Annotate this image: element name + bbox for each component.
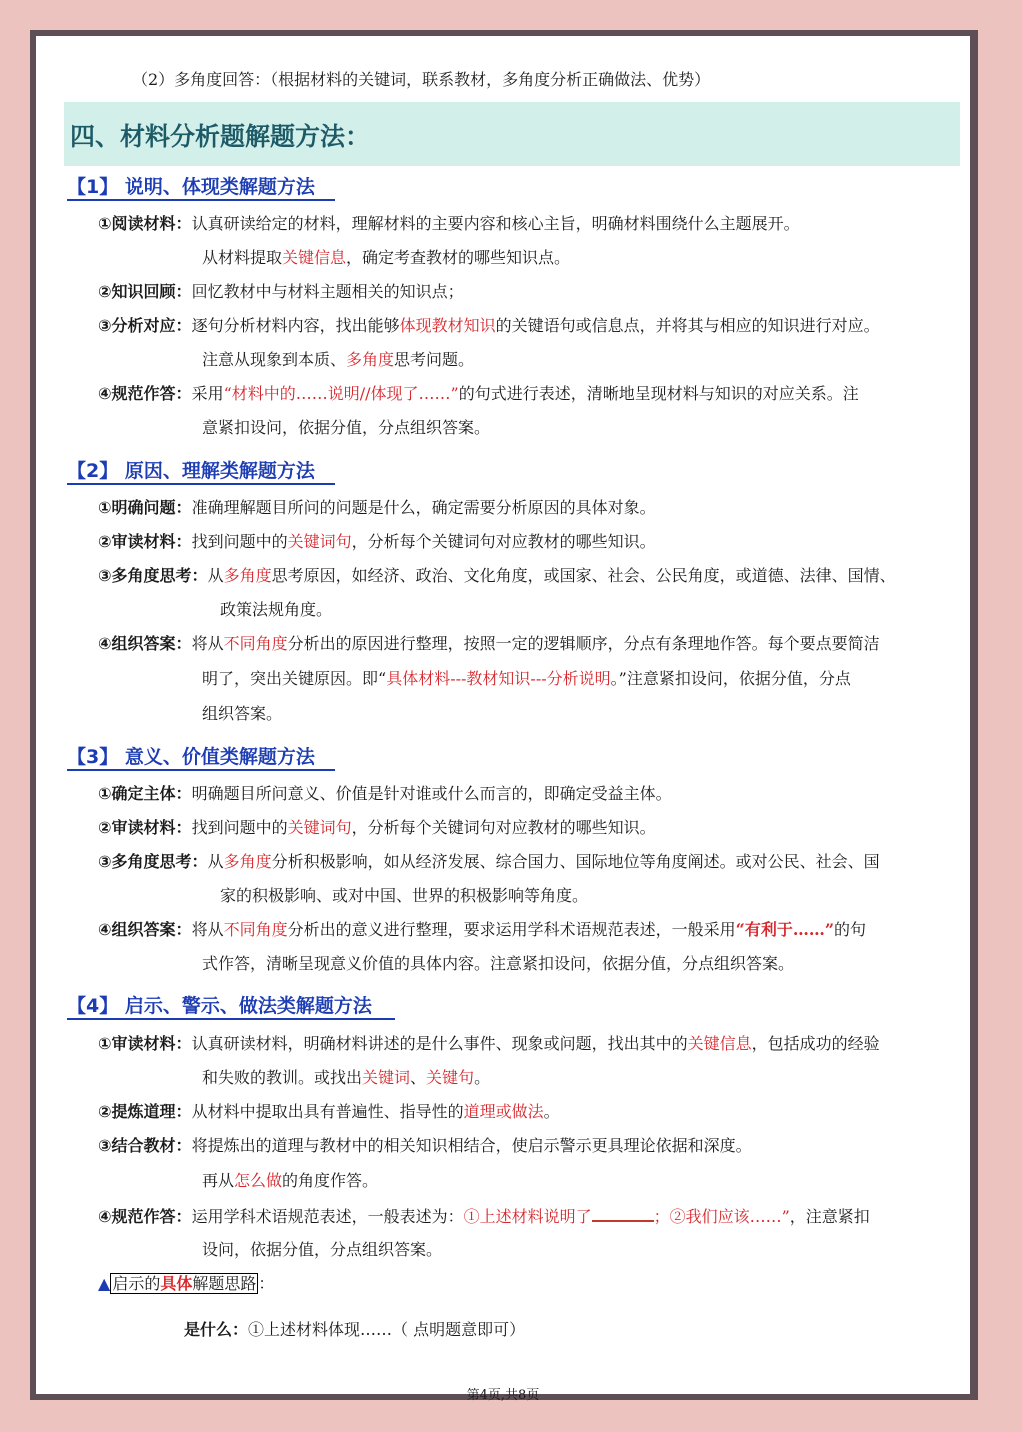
highlight: 关键句	[426, 1068, 475, 1087]
item-label: ②知识回顾：	[98, 282, 192, 301]
s2-item-4-line-3: 组织答案。	[202, 704, 283, 723]
s2-item-3-line-2: 政策法规角度。	[220, 600, 333, 619]
s2-item-4	[98, 634, 880, 654]
s1-item-3-line-2	[202, 350, 474, 370]
item-label: ④规范作答：	[98, 1207, 192, 1226]
document-page	[36, 36, 970, 1403]
s3-item-4	[98, 920, 866, 940]
highlight: ；②我们应该……”	[653, 1207, 790, 1226]
highlight: 多角度	[223, 566, 272, 585]
s3-item-1	[98, 784, 672, 804]
text: 再从	[202, 1171, 235, 1190]
what-line	[184, 1320, 525, 1340]
text: 从	[207, 566, 224, 585]
highlight: ①上述材料说明了	[463, 1207, 592, 1226]
item-label: ③多角度思考：	[98, 566, 208, 585]
text: 思考原因，如经济、政治、文化角度，或国家、社会、公民角度，或道德、法律、国情、	[271, 566, 896, 585]
s4-item-4	[98, 1206, 870, 1227]
item-label: ③多角度思考：	[98, 852, 208, 871]
s1-item-1	[98, 214, 800, 234]
highlight: 多角度	[223, 852, 272, 871]
s4-item-1-line-2	[202, 1068, 490, 1088]
section-title: 四、材料分析题解题方法：	[70, 122, 371, 151]
text: 的句式进行表述，清晰地呈现材料与知识的对应关系。注	[458, 384, 859, 403]
item-text: 明确题目所问意义、价值是针对谁或什么而言的，即确定受益主体。	[191, 784, 672, 803]
text: 分析出的意义进行整理，要求运用学科术语规范表述，一般采用	[287, 920, 736, 939]
item-label: ②提炼道理：	[98, 1102, 192, 1121]
text: 找到问题中的	[191, 532, 288, 551]
item-label: ④组织答案：	[98, 920, 192, 939]
item-label: ①确定主体：	[98, 784, 192, 803]
s1-item-4-line-2: 意紧扣设问，依据分值，分点组织答案。	[202, 418, 491, 437]
s4-item-4-line-2: 设问，依据分值，分点组织答案。	[202, 1240, 443, 1259]
triangle-icon: ▲	[98, 1274, 111, 1293]
highlight: 多角度	[346, 350, 395, 369]
text: ，分析每个关键词句对应教材的哪些知识。	[351, 818, 656, 837]
s1-item-3	[98, 316, 880, 336]
tip-line	[98, 1274, 274, 1294]
highlight: 关键信息	[687, 1034, 752, 1053]
s4-item-1	[98, 1034, 880, 1054]
text: 明了，突出关键原因。即“	[202, 669, 387, 688]
text: ，确定考查教材的哪些知识点。	[346, 248, 571, 267]
s4-item-3-line-2	[202, 1171, 378, 1191]
text: 从材料中提取出具有普遍性、指导性的	[191, 1102, 464, 1121]
s2-item-4-line-2	[202, 669, 851, 689]
s4-item-2	[98, 1102, 560, 1122]
top-line: （2）多角度回答：（根据材料的关键词，联系教材，多角度分析正确做法、优势）	[132, 70, 711, 89]
text: ，分析每个关键词句对应教材的哪些知识。	[351, 532, 656, 551]
item-label: ③结合教材：	[98, 1136, 192, 1155]
s1-item-2	[98, 282, 464, 302]
page-number: 第4页,共8页	[466, 1388, 540, 1403]
s2-item-1	[98, 498, 656, 518]
item-label: ②审读材料：	[98, 818, 192, 837]
highlight: “材料中的……说明//体现了……”	[223, 384, 459, 403]
text: 采用	[191, 384, 224, 403]
highlight: 关键词句	[287, 818, 352, 837]
item-label: ②审读材料：	[98, 532, 192, 551]
highlight: 怎么做	[234, 1171, 283, 1190]
text: 的句	[834, 920, 867, 939]
text: 的关键语句或信息点，并将其与相应的知识进行对应。	[495, 316, 880, 335]
highlight: 具体	[160, 1274, 193, 1293]
item-label: ①阅读材料：	[98, 214, 192, 233]
item-label: ④规范作答：	[98, 384, 192, 403]
highlight: “有利于……”	[735, 920, 835, 939]
text: 的角度作答。	[282, 1171, 379, 1190]
item-label: 是什么：	[184, 1320, 249, 1339]
subsection-heading-2: 【2】 原因、理解类解题方法	[67, 460, 315, 482]
s1-item-1-line-2	[202, 248, 570, 268]
heading-underline	[67, 483, 335, 485]
tip-box	[110, 1273, 258, 1294]
text: 思考问题。	[394, 350, 475, 369]
text: ，包括成功的经验	[751, 1034, 880, 1053]
item-label: ①审读材料：	[98, 1034, 192, 1053]
text: 将从	[191, 634, 224, 653]
heading-underline	[67, 199, 335, 201]
text: 。	[474, 1068, 491, 1087]
s3-item-3-line-2: 家的积极影响、或对中国、世界的积极影响等角度。	[220, 886, 589, 905]
text: 。	[543, 1102, 560, 1121]
text: 解题思路	[192, 1274, 257, 1293]
s3-item-4-line-2: 式作答，清晰呈现意义价值的具体内容。注意紧扣设问，依据分值，分点组织答案。	[202, 954, 795, 973]
highlight: 道理或做法	[463, 1102, 544, 1121]
subsection-heading-3: 【3】 意义、价值类解题方法	[67, 746, 315, 768]
text: 认真研读材料，明确材料讲述的是什么事件、现象或问题，找出其中的	[191, 1034, 688, 1053]
text: 注意从现象到本质、	[202, 350, 347, 369]
item-text: 准确理解题目所问的问题是什么，确定需要分析原因的具体对象。	[191, 498, 656, 517]
text: ，注意紧扣	[789, 1207, 870, 1226]
subsection-heading-1: 【1】 说明、体现类解题方法	[67, 176, 315, 198]
s3-item-2	[98, 818, 656, 838]
text: ：	[258, 1274, 275, 1293]
item-text: 回忆教材中与材料主题相关的知识点；	[191, 282, 464, 301]
highlight: 不同角度	[223, 634, 288, 653]
heading-underline	[67, 1018, 395, 1020]
text: 启示的	[112, 1274, 161, 1293]
subsection-heading-4: 【4】 启示、警示、做法类解题方法	[67, 995, 372, 1017]
answer-blank	[592, 1206, 654, 1222]
s2-item-3	[98, 566, 896, 586]
s2-item-2	[98, 532, 656, 552]
highlight: 具体材料---教材知识---分析说明	[386, 669, 611, 688]
highlight: 关键词句	[287, 532, 352, 551]
text: 分析出的原因进行整理，按照一定的逻辑顺序，分点有条理地作答。每个要点要简洁	[287, 634, 880, 653]
highlight: 不同角度	[223, 920, 288, 939]
text: 。”注意紧扣设问，依据分值，分点	[610, 669, 851, 688]
item-label: ③分析对应：	[98, 316, 192, 335]
text: 将从	[191, 920, 224, 939]
text: 、	[410, 1068, 427, 1087]
item-text: 将提炼出的道理与教材中的相关知识相结合，使启示警示更具理论依据和深度。	[191, 1136, 752, 1155]
text: 运用学科术语规范表述，一般表述为：	[191, 1207, 464, 1226]
heading-underline	[67, 769, 335, 771]
s4-item-3	[98, 1136, 752, 1156]
item-text: 认真研读给定的材料，理解材料的主要内容和核心主旨，明确材料围绕什么主题展开。	[191, 214, 800, 233]
item-label: ④组织答案：	[98, 634, 192, 653]
highlight: 体现教材知识	[399, 316, 496, 335]
item-label: ①明确问题：	[98, 498, 192, 517]
text: 和失败的教训。或找出	[202, 1068, 363, 1087]
text: 从	[207, 852, 224, 871]
highlight: 关键信息	[282, 248, 347, 267]
s3-item-3	[98, 852, 880, 872]
item-text: ①上述材料体现……（ 点明题意即可）	[248, 1320, 526, 1339]
text: 找到问题中的	[191, 818, 288, 837]
highlight: 关键词	[362, 1068, 411, 1087]
text: 分析积极影响，如从经济发展、综合国力、国际地位等角度阐述。或对公民、社会、国	[271, 852, 880, 871]
page-frame	[30, 30, 978, 1403]
text: 逐句分析材料内容，找出能够	[191, 316, 400, 335]
s1-item-4	[98, 384, 859, 404]
text: 从材料提取	[202, 248, 283, 267]
